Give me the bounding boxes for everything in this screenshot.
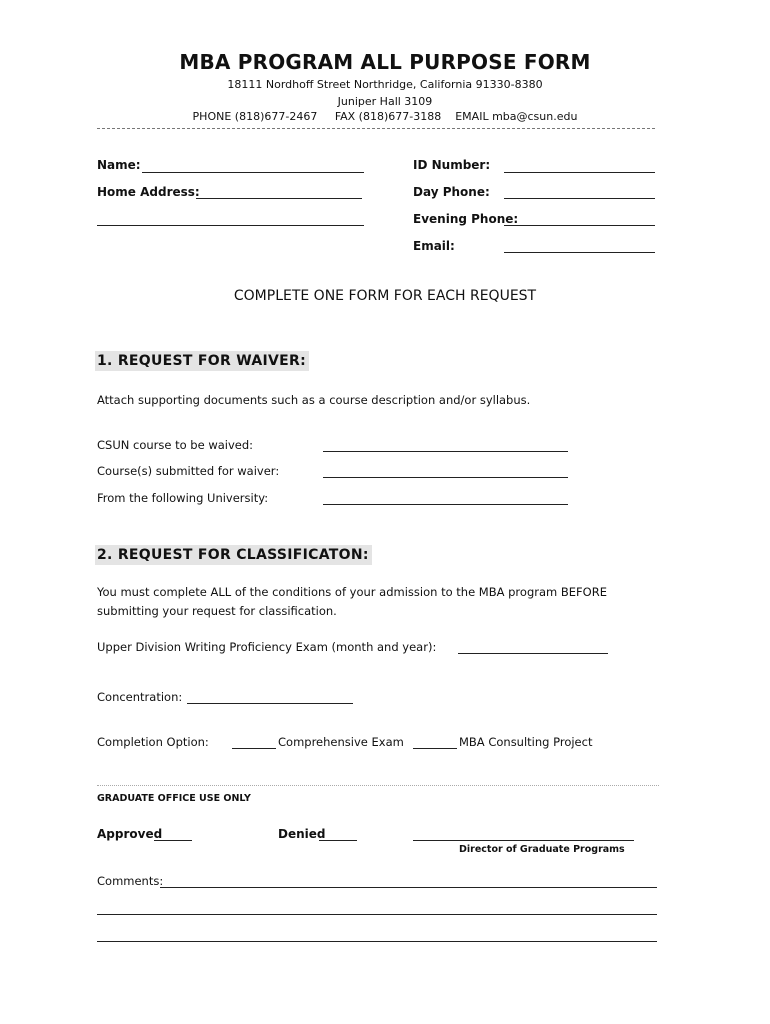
concentration-field[interactable]: [187, 703, 353, 704]
consulting-project-label: MBA Consulting Project: [459, 735, 593, 749]
office-divider: [97, 785, 659, 786]
waiver-note: Attach supporting documents such as a course description and/or syllabus.: [97, 393, 531, 407]
email-label: Email:: [413, 239, 455, 253]
approved-label: Approved: [97, 827, 163, 841]
courses-submitted-field[interactable]: [323, 477, 568, 478]
comments-field[interactable]: [160, 887, 657, 888]
name-field[interactable]: [142, 172, 364, 173]
director-label: Director of Graduate Programs: [459, 844, 625, 855]
fax-text: FAX (818)677-3188: [334, 110, 442, 123]
comprehensive-exam-field[interactable]: [232, 748, 276, 749]
home-address-field-line2[interactable]: [97, 225, 364, 226]
classification-heading: 2. REQUEST FOR CLASSIFICATON:: [95, 545, 372, 565]
email-field[interactable]: [504, 252, 655, 253]
denied-field[interactable]: [319, 840, 357, 841]
writing-exam-label: Upper Division Writing Proficiency Exam (month and year):: [97, 640, 437, 654]
concentration-label: Concentration:: [97, 690, 183, 704]
instruction-heading: COMPLETE ONE FORM FOR EACH REQUEST: [233, 288, 537, 304]
comments-label: Comments:: [97, 874, 164, 888]
building-line: Juniper Hall 3109: [337, 95, 433, 108]
contact-line: [0, 110, 770, 123]
id-number-field[interactable]: [504, 172, 655, 173]
csun-course-label: CSUN course to be waived:: [97, 438, 254, 452]
denied-label: Denied: [278, 827, 326, 841]
home-address-field[interactable]: [196, 198, 362, 199]
comments-field-line2[interactable]: [97, 914, 657, 915]
university-field[interactable]: [323, 504, 568, 505]
phone-text: PHONE (818)677-2467: [192, 110, 318, 123]
comments-field-line3[interactable]: [97, 941, 657, 942]
writing-exam-field[interactable]: [458, 653, 608, 654]
day-phone-label: Day Phone:: [413, 185, 490, 199]
approved-field[interactable]: [154, 840, 192, 841]
courses-submitted-label: Course(s) submitted for waiver:: [97, 464, 280, 478]
form-title: MBA PROGRAM ALL PURPOSE FORM: [179, 50, 591, 74]
waiver-heading: 1. REQUEST FOR WAIVER:: [95, 351, 309, 371]
name-label: Name:: [97, 158, 141, 172]
director-signature-field[interactable]: [413, 840, 634, 841]
classification-note-line2: submitting your request for classification.: [97, 604, 337, 618]
address-line: 18111 Nordhoff Street Northridge, California 91330-8380: [227, 78, 543, 91]
evening-phone-field[interactable]: [504, 225, 655, 226]
university-label: From the following University:: [97, 491, 269, 505]
email-text: EMAIL mba@csun.edu: [455, 110, 578, 123]
comprehensive-exam-label: Comprehensive Exam: [278, 735, 404, 749]
header-divider: [97, 128, 655, 129]
evening-phone-label: Evening Phone:: [413, 212, 519, 226]
day-phone-field[interactable]: [504, 198, 655, 199]
office-use-heading: GRADUATE OFFICE USE ONLY: [97, 793, 251, 804]
home-address-label: Home Address:: [97, 185, 200, 199]
classification-note-line1: You must complete ALL of the conditions of your admission to the MBA program BEFORE: [97, 585, 607, 599]
id-number-label: ID Number:: [413, 158, 491, 172]
csun-course-field[interactable]: [323, 451, 568, 452]
completion-option-label: Completion Option:: [97, 735, 209, 749]
consulting-project-field[interactable]: [413, 748, 457, 749]
